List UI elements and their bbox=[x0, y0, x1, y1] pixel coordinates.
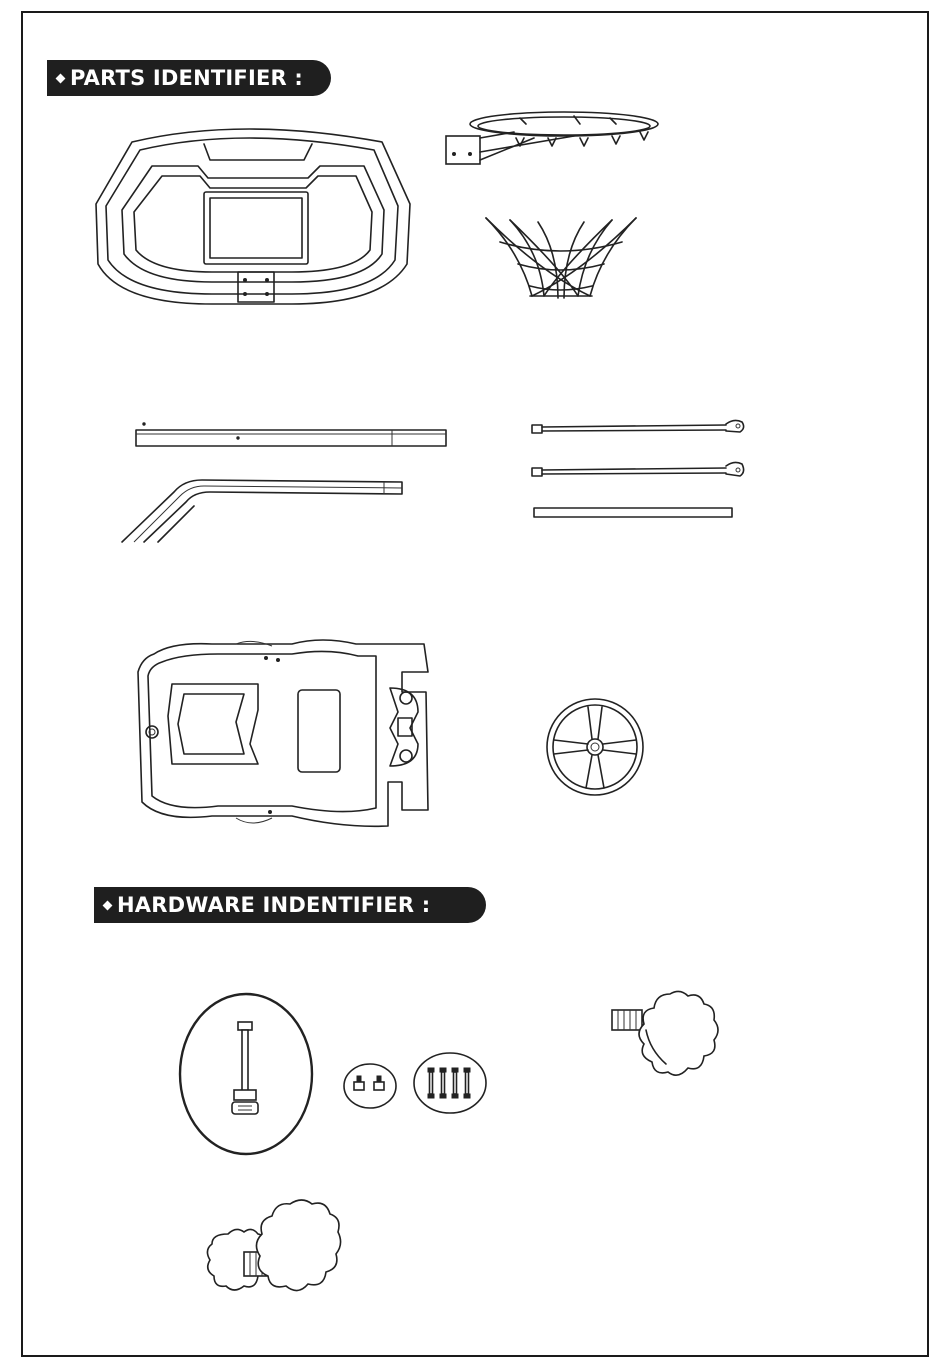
hardware-identifier-header bbox=[94, 887, 486, 923]
rim-drawing bbox=[444, 108, 664, 170]
upper-pole-drawing bbox=[132, 420, 450, 454]
diamond-bullet-icon bbox=[56, 74, 66, 84]
double-knob-drawing bbox=[204, 1196, 342, 1310]
wheel-drawing bbox=[542, 694, 648, 800]
support-bar-drawing bbox=[528, 504, 738, 522]
axle-bolt-bag-drawing bbox=[176, 990, 316, 1160]
parts-identifier-label: PARTS IDENTIFIER : bbox=[70, 66, 303, 90]
nut-bag-drawing bbox=[340, 1060, 400, 1112]
base-drawing bbox=[132, 632, 438, 840]
single-knob-drawing bbox=[606, 990, 724, 1086]
support-brace-2-drawing bbox=[528, 460, 748, 484]
diamond-bullet-icon bbox=[103, 901, 113, 911]
hardware-identifier-label: HARDWARE INDENTIFIER : bbox=[117, 893, 431, 917]
lower-pole-drawing bbox=[118, 472, 408, 546]
bolt-bag-drawing bbox=[410, 1050, 490, 1116]
support-brace-1-drawing bbox=[528, 416, 748, 438]
backboard-drawing bbox=[92, 114, 422, 310]
parts-identifier-header bbox=[47, 60, 331, 96]
net-drawing bbox=[480, 212, 642, 302]
